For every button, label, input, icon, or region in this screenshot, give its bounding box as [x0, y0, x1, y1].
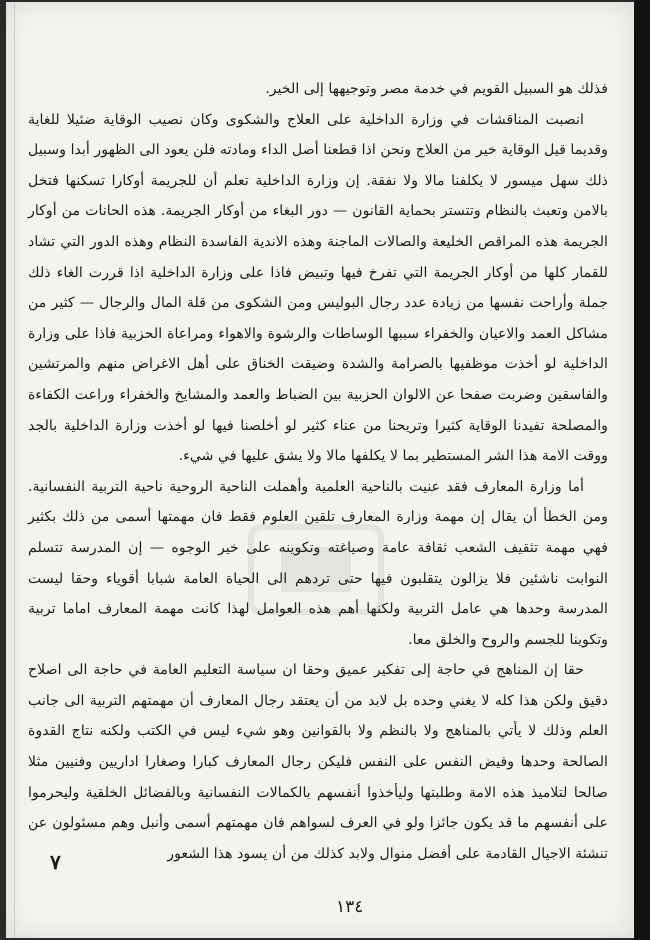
paragraph-education-ministry: أما وزارة المعارف فقد عنيت بالناحية العلمية وأهملت الناحية الروحية ناحية التربية النفسانية. ومن الخطأ أن يقال إن مهمة وزارة المعارف تلقين العلوم فقط فان مهمتها أسمى من ذلك بكثير فهي مهمة تثقيف الشعب ثقافة عامة وصياغته وتكوينه على خير الوجوه — إن المدرسة تتسلم النوابت ناشئين فلا يزالون يتقلبون فيها حتى تردهم الى الحياة العامة شبابا أقوياء وحقا ليست المدرسة وحدها هي عامل التربية ولكنها أهم هذه العوامل لهذا كانت مهمة المعارف اماما تربية وتكوينا للجسم والروح والخلق معا. [28, 478, 608, 648]
folio-number: ١٣٤ [336, 897, 364, 917]
article-body [28, 74, 608, 869]
paragraph-interior-ministry: انصبت المناقشات في وزارة الداخلية على العلاج والشكوى وكان نصيب الوقاية ضئيلا للغاية وقديما قيل الوقاية خير من العلاج ونحن اذا قطعنا أصل الداء ومادته فلن يعود الى الظهور أبدا وسبيل ذلك سهل ميسور لا يكلفنا مالا ولا نفقة. إن وزارة الداخلية تعلم أن للجريمة أوكارا تسكنها فتخل بالامن وتعبث بالنظام وتتستر بحماية القانون — دور البغاء من أوكار الجريمة. هذه الحانات من أوكار الجريمة هذه المراقص الخليعة والصالات الماجنة وهذه الاندية الفاسدة النظام وهذه الدور التي تشاد للقمار كلها من أوكار الجريمة التي تفرخ فيها وتبيض فاذا على وزارة الداخلية اذا قررت الغاء ذلك جملة وأراحت نفسها من زيادة عدد رجال البوليس ومن الشكوى من قلة المال والرجال — كثير من مشاكل العمد والاعيان والخفراء سببها الوساطات والرشوة والاهواء ومراعاة الحزبية فاذا على وزارة الداخلية لو أخذت موظفيها بالصرامة والشدة وضيقت الخناق على أهل الاغراض منهم والمرتشين والفاسقين وضربت صفحا عن الالوان الحزبية بين الضباط والعمد والمشايخ والخفراء وراعت الكفاءة والمصلحة تفيدنا الوقاية كثيرا وتريحنا من عناء كثير لو أخلصنا فيها لو أخذت وزارة الداخلية بالجد ووقت الامة هذا الشر المستطير بما لا يكلفها مالا ولا يشق عليها في شيء. [28, 111, 608, 465]
page-marker: ٧ [50, 850, 61, 874]
scan-border [634, 0, 650, 940]
scanned-page [6, 2, 634, 938]
paragraph-intro: فذلك هو السبيل القويم في خدمة مصر وتوجيهها إلى الخير. [265, 81, 608, 97]
scan-fold-line [14, 2, 15, 938]
paragraph-curricula: حقا إن المناهج في حاجة إلى تفكير عميق وحقا ان سياسة التعليم العامة في حاجة الى اصلاح دقيق ولكن هذا كله لا يغني وحده بل لابد من أن يعتقد رجال المعارف أن مهمتهم التربية الى جانب العلم وذلك لا يأتي بالمناهج ولا بالنظم ولا بالقوانين وهو شيء ليس في الكتب ولكنه نتاج القدوة الصالحة وحدها وفيض النفس على النفس فليكن رجال المعارف كبارا وصغارا اداريين وفنيين مثلا صالحا لتلاميذ هذه الامة وطلبتها وليأخذوا أنفسهم بالكمالات النفسانية وبالفضائل الخلقية وليحرموا على أنفسهم ما قد يكون جائزا ولو في العرف لسواهم فان مهمتهم أسمى وأنبل وهم مسئولون عن تنشئة الاجيال القادمة على أفضل منوال ولابد كذلك من أن يسود هذا الشعور [28, 662, 608, 862]
